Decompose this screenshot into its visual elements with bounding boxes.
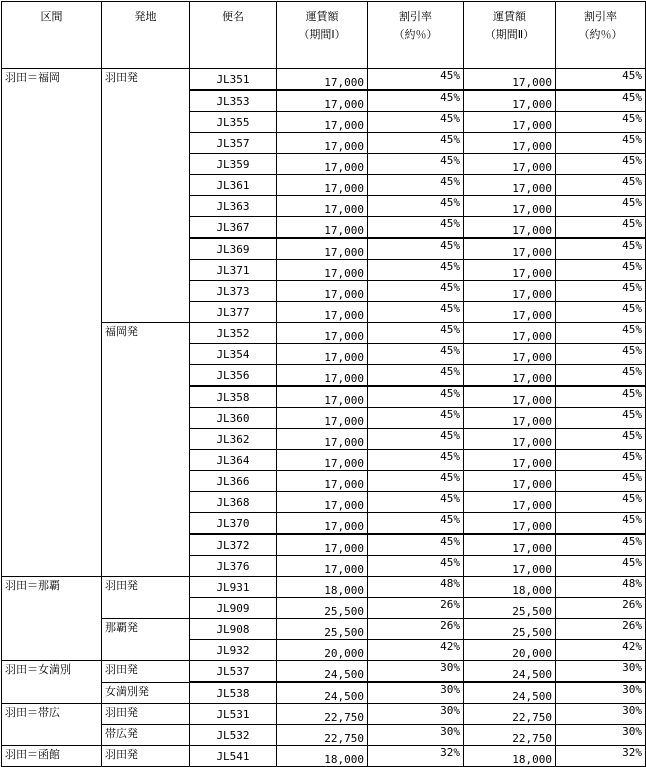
fare-period-2-cell: 18,000 [464, 577, 556, 598]
fare-period-2-cell: 17,000 [464, 69, 556, 91]
header-fare-period-2: 運賃額 （期間Ⅱ） [464, 2, 556, 69]
discount-rate-2-cell: 45% [556, 238, 646, 260]
discount-rate-2-cell: 45% [556, 112, 646, 133]
fare-period-1-cell: 17,000 [277, 450, 368, 471]
fare-period-1-cell: 17,000 [277, 238, 368, 260]
fare-period-1-cell: 24,500 [277, 682, 368, 704]
fare-period-1-cell: 17,000 [277, 513, 368, 535]
fare-period-1-cell: 17,000 [277, 429, 368, 450]
discount-rate-2-cell: 45% [556, 534, 646, 556]
fare-period-1-cell: 17,000 [277, 90, 368, 112]
header-discount-rate-1: 割引率 （約％） [368, 2, 464, 69]
fare-period-2-cell: 17,000 [464, 238, 556, 260]
fare-period-1-cell: 25,500 [277, 619, 368, 640]
fare-period-1-cell: 24,500 [277, 661, 368, 683]
discount-rate-1-cell: 45% [368, 365, 464, 387]
discount-rate-1-cell: 45% [368, 556, 464, 577]
discount-rate-2-cell: 42% [556, 640, 646, 661]
discount-rate-2-cell: 45% [556, 429, 646, 450]
route-section-cell: 羽田＝女満別 [2, 661, 102, 704]
flight-number-cell: JL364 [190, 450, 277, 471]
discount-rate-1-cell: 45% [368, 429, 464, 450]
discount-rate-1-cell: 45% [368, 281, 464, 302]
departure-origin-cell: 那覇発 [102, 619, 190, 661]
discount-rate-1-cell: 30% [368, 725, 464, 746]
flight-number-cell: JL358 [190, 386, 277, 408]
discount-rate-2-cell: 30% [556, 682, 646, 704]
flight-number-cell: JL932 [190, 640, 277, 661]
fare-period-1-cell: 17,000 [277, 386, 368, 408]
fare-period-1-cell: 25,500 [277, 598, 368, 619]
fare-period-1-cell: 17,000 [277, 323, 368, 344]
discount-rate-2-cell: 45% [556, 323, 646, 344]
flight-number-cell: JL359 [190, 154, 277, 175]
discount-rate-1-cell: 26% [368, 619, 464, 640]
discount-rate-1-cell: 45% [368, 69, 464, 91]
departure-origin-cell: 福岡発 [102, 323, 190, 577]
fare-period-2-cell: 17,000 [464, 408, 556, 429]
fare-period-1-cell: 17,000 [277, 175, 368, 196]
discount-rate-1-cell: 45% [368, 175, 464, 196]
route-section-cell: 羽田＝那覇 [2, 577, 102, 661]
fare-period-2-cell: 17,000 [464, 196, 556, 217]
fare-period-1-cell: 17,000 [277, 344, 368, 365]
fare-period-2-cell: 17,000 [464, 492, 556, 513]
discount-rate-2-cell: 45% [556, 513, 646, 535]
discount-rate-1-cell: 45% [368, 217, 464, 239]
discount-rate-2-cell: 45% [556, 175, 646, 196]
discount-rate-2-cell: 45% [556, 471, 646, 492]
fare-table-body [2, 69, 646, 767]
discount-rate-1-cell: 45% [368, 302, 464, 323]
flight-number-cell: JL373 [190, 281, 277, 302]
table-row [2, 704, 646, 725]
fare-period-2-cell: 17,000 [464, 112, 556, 133]
flight-number-cell: JL366 [190, 471, 277, 492]
fare-period-1-cell: 17,000 [277, 302, 368, 323]
fare-period-2-cell: 20,000 [464, 640, 556, 661]
fare-period-2-cell: 17,000 [464, 323, 556, 344]
flight-number-cell: JL369 [190, 238, 277, 260]
fare-period-1-cell: 17,000 [277, 281, 368, 302]
discount-rate-2-cell: 48% [556, 577, 646, 598]
fare-period-2-cell: 17,000 [464, 90, 556, 112]
discount-rate-1-cell: 30% [368, 682, 464, 704]
route-section-cell: 羽田＝福岡 [2, 69, 102, 577]
route-section-cell: 羽田＝帯広 [2, 704, 102, 746]
discount-rate-1-cell: 45% [368, 471, 464, 492]
fare-period-1-cell: 17,000 [277, 471, 368, 492]
discount-rate-2-cell: 45% [556, 344, 646, 365]
flight-number-cell: JL354 [190, 344, 277, 365]
discount-rate-2-cell: 45% [556, 217, 646, 239]
flight-number-cell: JL363 [190, 196, 277, 217]
header-fare-period-1: 運賃額 （期間Ⅰ） [277, 2, 368, 69]
flight-number-cell: JL356 [190, 365, 277, 387]
header-origin: 発地 [102, 2, 190, 69]
discount-rate-1-cell: 48% [368, 577, 464, 598]
fare-period-2-cell: 22,750 [464, 704, 556, 725]
flight-number-cell: JL351 [190, 69, 277, 91]
discount-rate-2-cell: 30% [556, 725, 646, 746]
discount-rate-1-cell: 45% [368, 260, 464, 281]
discount-rate-2-cell: 45% [556, 196, 646, 217]
discount-rate-1-cell: 45% [368, 344, 464, 365]
discount-rate-1-cell: 45% [368, 492, 464, 513]
flight-number-cell: JL376 [190, 556, 277, 577]
fare-period-2-cell: 17,000 [464, 386, 556, 408]
flight-number-cell: JL360 [190, 408, 277, 429]
fare-period-2-cell: 17,000 [464, 344, 556, 365]
table-row [2, 746, 646, 767]
discount-rate-2-cell: 45% [556, 281, 646, 302]
table-row [2, 577, 646, 598]
fare-period-1-cell: 17,000 [277, 69, 368, 91]
discount-rate-1-cell: 30% [368, 704, 464, 725]
fare-period-1-cell: 20,000 [277, 640, 368, 661]
departure-origin-cell: 羽田発 [102, 661, 190, 683]
departure-origin-cell: 羽田発 [102, 704, 190, 725]
fare-period-2-cell: 24,500 [464, 661, 556, 683]
fare-period-2-cell: 17,000 [464, 217, 556, 239]
discount-rate-2-cell: 45% [556, 492, 646, 513]
fare-period-2-cell: 24,500 [464, 682, 556, 704]
fare-period-2-cell: 17,000 [464, 534, 556, 556]
flight-number-cell: JL357 [190, 133, 277, 154]
discount-rate-1-cell: 45% [368, 196, 464, 217]
fare-period-2-cell: 17,000 [464, 471, 556, 492]
discount-rate-2-cell: 45% [556, 450, 646, 471]
fare-period-2-cell: 17,000 [464, 133, 556, 154]
departure-origin-cell: 羽田発 [102, 69, 190, 323]
flight-number-cell: JL377 [190, 302, 277, 323]
flight-number-cell: JL362 [190, 429, 277, 450]
fare-period-2-cell: 17,000 [464, 513, 556, 535]
departure-origin-cell: 羽田発 [102, 577, 190, 619]
discount-rate-2-cell: 45% [556, 302, 646, 323]
departure-origin-cell: 羽田発 [102, 746, 190, 767]
departure-origin-cell: 帯広発 [102, 725, 190, 746]
discount-rate-1-cell: 30% [368, 661, 464, 683]
fare-period-1-cell: 17,000 [277, 556, 368, 577]
flight-number-cell: JL908 [190, 619, 277, 640]
fare-period-1-cell: 22,750 [277, 704, 368, 725]
discount-rate-2-cell: 45% [556, 386, 646, 408]
flight-number-cell: JL537 [190, 661, 277, 683]
fare-period-2-cell: 17,000 [464, 302, 556, 323]
route-section-cell: 羽田＝函館 [2, 746, 102, 767]
flight-number-cell: JL352 [190, 323, 277, 344]
discount-rate-1-cell: 32% [368, 746, 464, 767]
flight-number-cell: JL532 [190, 725, 277, 746]
discount-rate-1-cell: 45% [368, 386, 464, 408]
discount-rate-1-cell: 45% [368, 408, 464, 429]
discount-rate-1-cell: 45% [368, 323, 464, 344]
discount-rate-1-cell: 26% [368, 598, 464, 619]
discount-rate-1-cell: 45% [368, 238, 464, 260]
discount-rate-2-cell: 26% [556, 598, 646, 619]
header-discount-rate-2: 割引率 （約％） [556, 2, 646, 69]
fare-period-2-cell: 17,000 [464, 260, 556, 281]
discount-rate-1-cell: 45% [368, 112, 464, 133]
flight-number-cell: JL931 [190, 577, 277, 598]
fare-period-1-cell: 22,750 [277, 725, 368, 746]
fare-period-2-cell: 22,750 [464, 725, 556, 746]
fare-period-1-cell: 17,000 [277, 133, 368, 154]
flight-number-cell: JL355 [190, 112, 277, 133]
fare-period-2-cell: 25,500 [464, 598, 556, 619]
flight-number-cell: JL372 [190, 534, 277, 556]
flight-number-cell: JL541 [190, 746, 277, 767]
fare-period-1-cell: 17,000 [277, 260, 368, 281]
discount-rate-1-cell: 45% [368, 450, 464, 471]
fare-period-2-cell: 17,000 [464, 365, 556, 387]
discount-rate-1-cell: 45% [368, 154, 464, 175]
header-flight: 便名 [190, 2, 277, 69]
fare-period-1-cell: 17,000 [277, 196, 368, 217]
fare-period-2-cell: 17,000 [464, 450, 556, 471]
fare-period-2-cell: 17,000 [464, 154, 556, 175]
discount-rate-2-cell: 45% [556, 69, 646, 91]
fare-period-2-cell: 17,000 [464, 281, 556, 302]
discount-rate-1-cell: 45% [368, 534, 464, 556]
fare-period-1-cell: 17,000 [277, 217, 368, 239]
flight-number-cell: JL361 [190, 175, 277, 196]
discount-rate-2-cell: 30% [556, 661, 646, 683]
discount-rate-1-cell: 45% [368, 90, 464, 112]
fare-period-1-cell: 17,000 [277, 154, 368, 175]
fare-period-1-cell: 17,000 [277, 534, 368, 556]
discount-rate-2-cell: 45% [556, 133, 646, 154]
discount-rate-1-cell: 45% [368, 133, 464, 154]
discount-rate-2-cell: 45% [556, 365, 646, 387]
table-row [2, 69, 646, 91]
discount-rate-2-cell: 45% [556, 408, 646, 429]
fare-period-2-cell: 25,500 [464, 619, 556, 640]
discount-rate-2-cell: 32% [556, 746, 646, 767]
discount-rate-2-cell: 30% [556, 704, 646, 725]
header-row [2, 2, 646, 69]
flight-number-cell: JL909 [190, 598, 277, 619]
fare-period-1-cell: 18,000 [277, 577, 368, 598]
discount-rate-2-cell: 45% [556, 154, 646, 175]
header-section: 区間 [2, 2, 102, 69]
table-row [2, 661, 646, 683]
fare-period-2-cell: 17,000 [464, 556, 556, 577]
flight-number-cell: JL371 [190, 260, 277, 281]
fare-period-1-cell: 17,000 [277, 408, 368, 429]
flight-number-cell: JL370 [190, 513, 277, 535]
fare-period-1-cell: 18,000 [277, 746, 368, 767]
fare-table [1, 1, 646, 767]
departure-origin-cell: 女満別発 [102, 682, 190, 704]
fare-period-2-cell: 18,000 [464, 746, 556, 767]
flight-number-cell: JL368 [190, 492, 277, 513]
fare-period-2-cell: 17,000 [464, 429, 556, 450]
flight-number-cell: JL531 [190, 704, 277, 725]
flight-number-cell: JL353 [190, 90, 277, 112]
flight-number-cell: JL367 [190, 217, 277, 239]
fare-period-2-cell: 17,000 [464, 175, 556, 196]
flight-number-cell: JL538 [190, 682, 277, 704]
fare-period-1-cell: 17,000 [277, 365, 368, 387]
discount-rate-2-cell: 45% [556, 260, 646, 281]
discount-rate-2-cell: 45% [556, 90, 646, 112]
fare-period-1-cell: 17,000 [277, 112, 368, 133]
fare-period-1-cell: 17,000 [277, 492, 368, 513]
discount-rate-2-cell: 45% [556, 556, 646, 577]
discount-rate-2-cell: 26% [556, 619, 646, 640]
discount-rate-1-cell: 42% [368, 640, 464, 661]
discount-rate-1-cell: 45% [368, 513, 464, 535]
